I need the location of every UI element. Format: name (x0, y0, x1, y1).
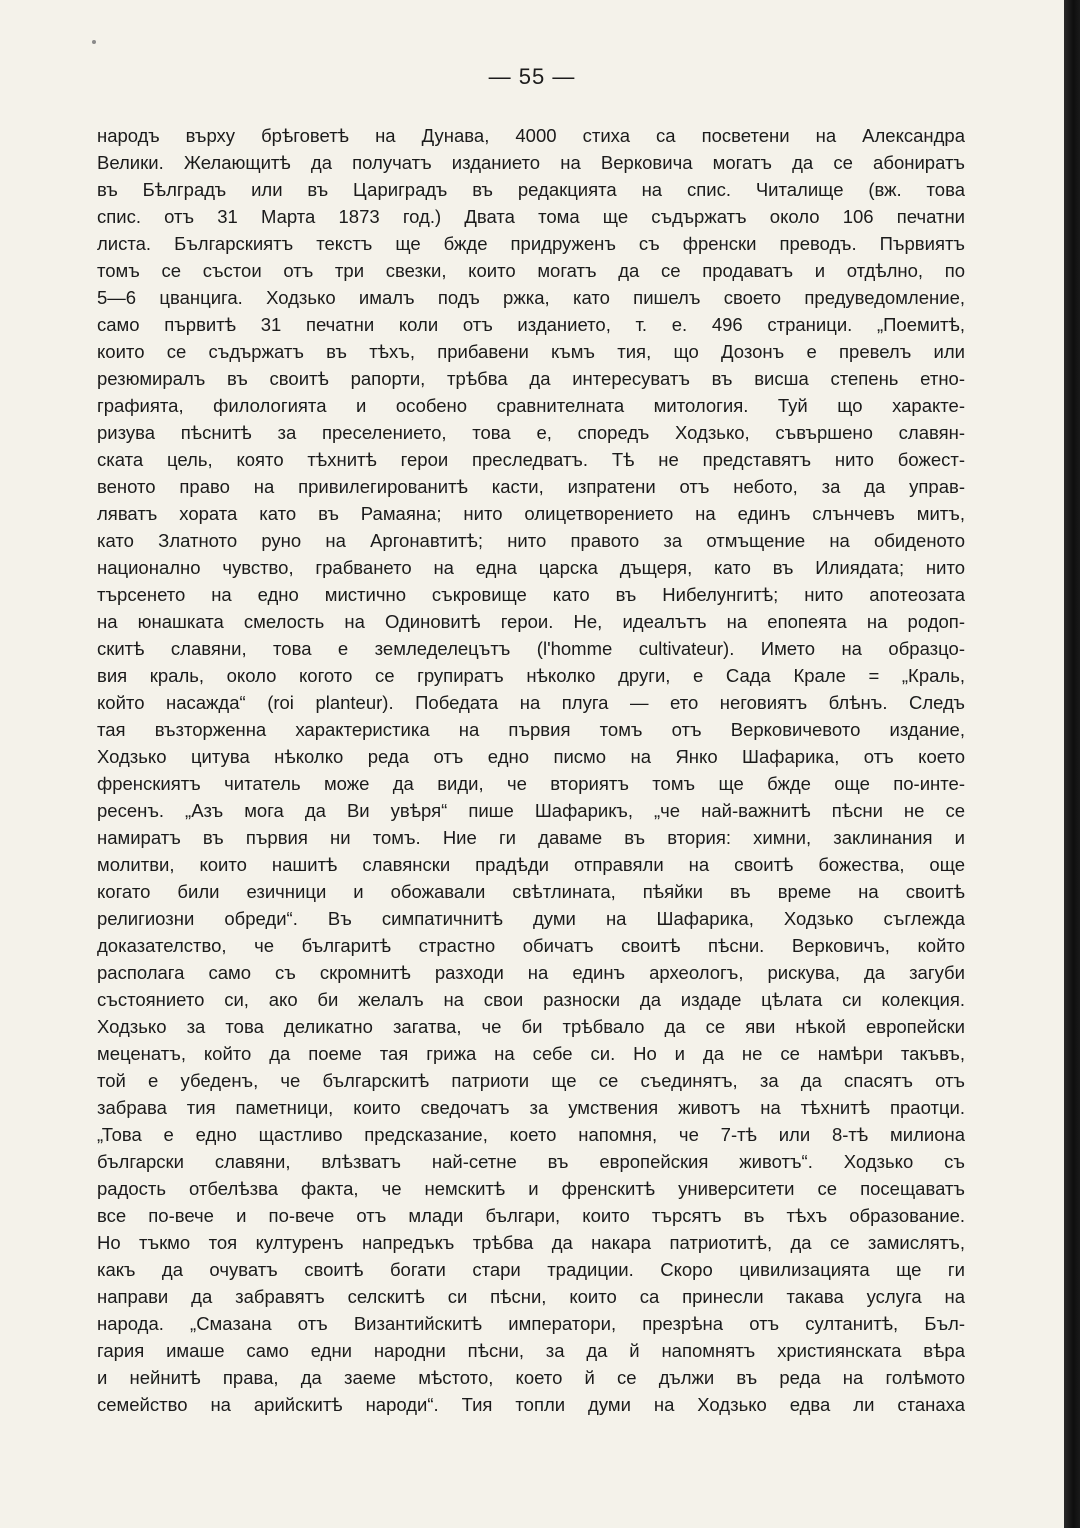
text-line: листа. Българскиятъ текстъ ще бжде придруженъ съ френски преводъ. Първиятъ (97, 233, 965, 254)
text-line: само първитѣ 31 печатни коли отъ изданието, т. е. 496 страници. „Поемитѣ, (97, 314, 965, 335)
text-line: религиозни обреди“. Въ симпатичнитѣ думи на Шафарика, Ходзько съглежда (97, 908, 965, 929)
text-line: гария имаше само едни народни пѣсни, за да й напомнятъ християнската вѣра (97, 1340, 965, 1361)
text-line: ризува пѣснитѣ за преселението, това е, споредъ Ходзько, съвършено славян- (97, 422, 965, 443)
text-line: състоянието си, ако би желалъ на свои разноски да издаде цѣлата си колекция. (97, 989, 965, 1010)
text-line: и нейнитѣ права, да заеме мѣстото, което й се дължи въ реда на голѣмото (97, 1367, 965, 1388)
text-line: търсенето на едно мистично съкровище като въ Нибелунгитѣ; нито апотеозата (97, 584, 965, 605)
text-line: които се съдържатъ въ тѣхъ, прибавени къмъ тия, що Дозонъ е превелъ или (97, 341, 965, 362)
text-line: Но тъкмо тоя културенъ напредъкъ трѣбва да накара патриотитѣ, да се замислятъ, (97, 1232, 965, 1253)
text-line: семейство на арийскитѣ народи“. Тия топли думи на Ходзько едва ли станаха (97, 1394, 965, 1415)
text-line: Ходзько за това деликатно загатва, че би трѣбвало да се яви нѣкой европейски (97, 1016, 965, 1037)
text-line: располага само съ скромнитѣ разходи на единъ археологъ, рискува, да загуби (97, 962, 965, 983)
text-line: на юнашката смелость на Одиновитѣ герои. Не, идеалътъ на епопеята на родоп- (97, 611, 965, 632)
text-line: скитѣ славяни, това е земледелецътъ (l'homme cultivateur). Името на образцо- (97, 638, 965, 659)
text-line: въ Бѣлградъ или въ Цариградъ въ редакцията на спис. Читалище (вж. това (97, 179, 965, 200)
text-line: български славяни, влѣзватъ най-сетне въ европейския животъ“. Ходзько съ (97, 1151, 965, 1172)
text-line: радость отбелѣзва факта, че немскитѣ и френскитѣ университети се посещаватъ (97, 1178, 965, 1199)
text-line: спис. отъ 31 Марта 1873 год.) Двата тома ще съдържатъ около 106 печатни (97, 206, 965, 227)
text-line: 5—6 цванцига. Ходзько ималъ подъ ржка, като пишелъ своето предуведомление, (97, 287, 965, 308)
text-line: френскиятъ читатель може да види, че вториятъ томъ ще бжде още по-инте- (97, 773, 965, 794)
text-line: намиратъ въ първия ни томъ. Ние ги даваме въ втория: химни, заклинания и (97, 827, 965, 848)
body-text (97, 122, 965, 1418)
text-line: томъ се състои отъ три свезки, които могатъ да се продаватъ и отдѣлно, по (97, 260, 965, 281)
text-line: ската цель, която тѣхнитѣ герои преследватъ. Тѣ не представятъ нито божест- (97, 449, 965, 470)
text-line: графията, филологията и особено сравнителната митология. Туй що характе- (97, 395, 965, 416)
text-line: доказателство, че българитѣ страстно обичатъ своитѣ пѣсни. Верковичъ, който (97, 935, 965, 956)
text-line: като Златното руно на Аргонавтитѣ; нито правото за отмъщение на обиденото (97, 530, 965, 551)
text-line: какъ да очуватъ своитѣ богати стари традиции. Скоро цивилизацията ще ги (97, 1259, 965, 1280)
text-line: все по-вече и по-вече отъ млади българи, които търсятъ въ тѣхъ образование. (97, 1205, 965, 1226)
text-line: Велики. Желающитѣ да получатъ изданието на Верковича могатъ да се абониратъ (97, 152, 965, 173)
text-line: резюмиралъ въ своитѣ рапорти, трѣбва да интересуватъ въ висша степень етно- (97, 368, 965, 389)
text-line: национално чувство, грабването на една царска дъщеря, като въ Илиядата; нито (97, 557, 965, 578)
text-line: забрава тия паметници, които сведочатъ за умствения животъ на тѣхнитѣ праотци. (97, 1097, 965, 1118)
text-line: ресенъ. „Азъ мога да Ви увѣря“ пише Шафарикъ, „че най-важнитѣ пѣсни не се (97, 800, 965, 821)
text-line: той е убеденъ, че българскитѣ патриоти ще се съединятъ, за да спасятъ отъ (97, 1070, 965, 1091)
text-line: тая възторженна характеристика на първия томъ отъ Верковичевото издание, (97, 719, 965, 740)
page-number: — 55 — (488, 64, 576, 89)
text-line: направи да забравятъ селскитѣ си пѣсни, които са принесли такава услуга на (97, 1286, 965, 1307)
dust-speck (92, 40, 96, 44)
text-line: народъ върху брѣговетѣ на Дунава, 4000 стиха са посветени на Александра (97, 125, 965, 146)
text-line: когато били езичници и обожавали свѣтлината, пѣяйки въ време на своитѣ (97, 881, 965, 902)
text-line: Ходзько цитува нѣколко реда отъ едно писмо на Янко Шафарика, отъ което (97, 746, 965, 767)
page-edge-shadow (1064, 0, 1080, 1528)
text-line: ляватъ хората като въ Рамаяна; нито олицетворението на единъ слънчевъ митъ, (97, 503, 965, 524)
text-line: народа. „Смазана отъ Византийскитѣ императори, презрѣна отъ султанитѣ, Бъл- (97, 1313, 965, 1334)
text-line: веното право на привилегированитѣ касти, изпратени отъ небото, за да управ- (97, 476, 965, 497)
text-line: който насажда“ (roi planteur). Победата на плуга — ето неговиятъ блѣнъ. Следъ (97, 692, 965, 713)
text-line: меценатъ, който да поеме тая грижа на себе си. Но и да не се намѣри такъвъ, (97, 1043, 965, 1064)
text-line: вия краль, около когото се групиратъ нѣколко други, е Сада Крале = „Краль, (97, 665, 965, 686)
text-line: молитви, които нашитѣ славянски прадѣди отправяли на своитѣ божества, още (97, 854, 965, 875)
text-line: „Това е едно щастливо предсказание, което напомня, че 7-тѣ или 8-тѣ милиона (97, 1124, 965, 1145)
